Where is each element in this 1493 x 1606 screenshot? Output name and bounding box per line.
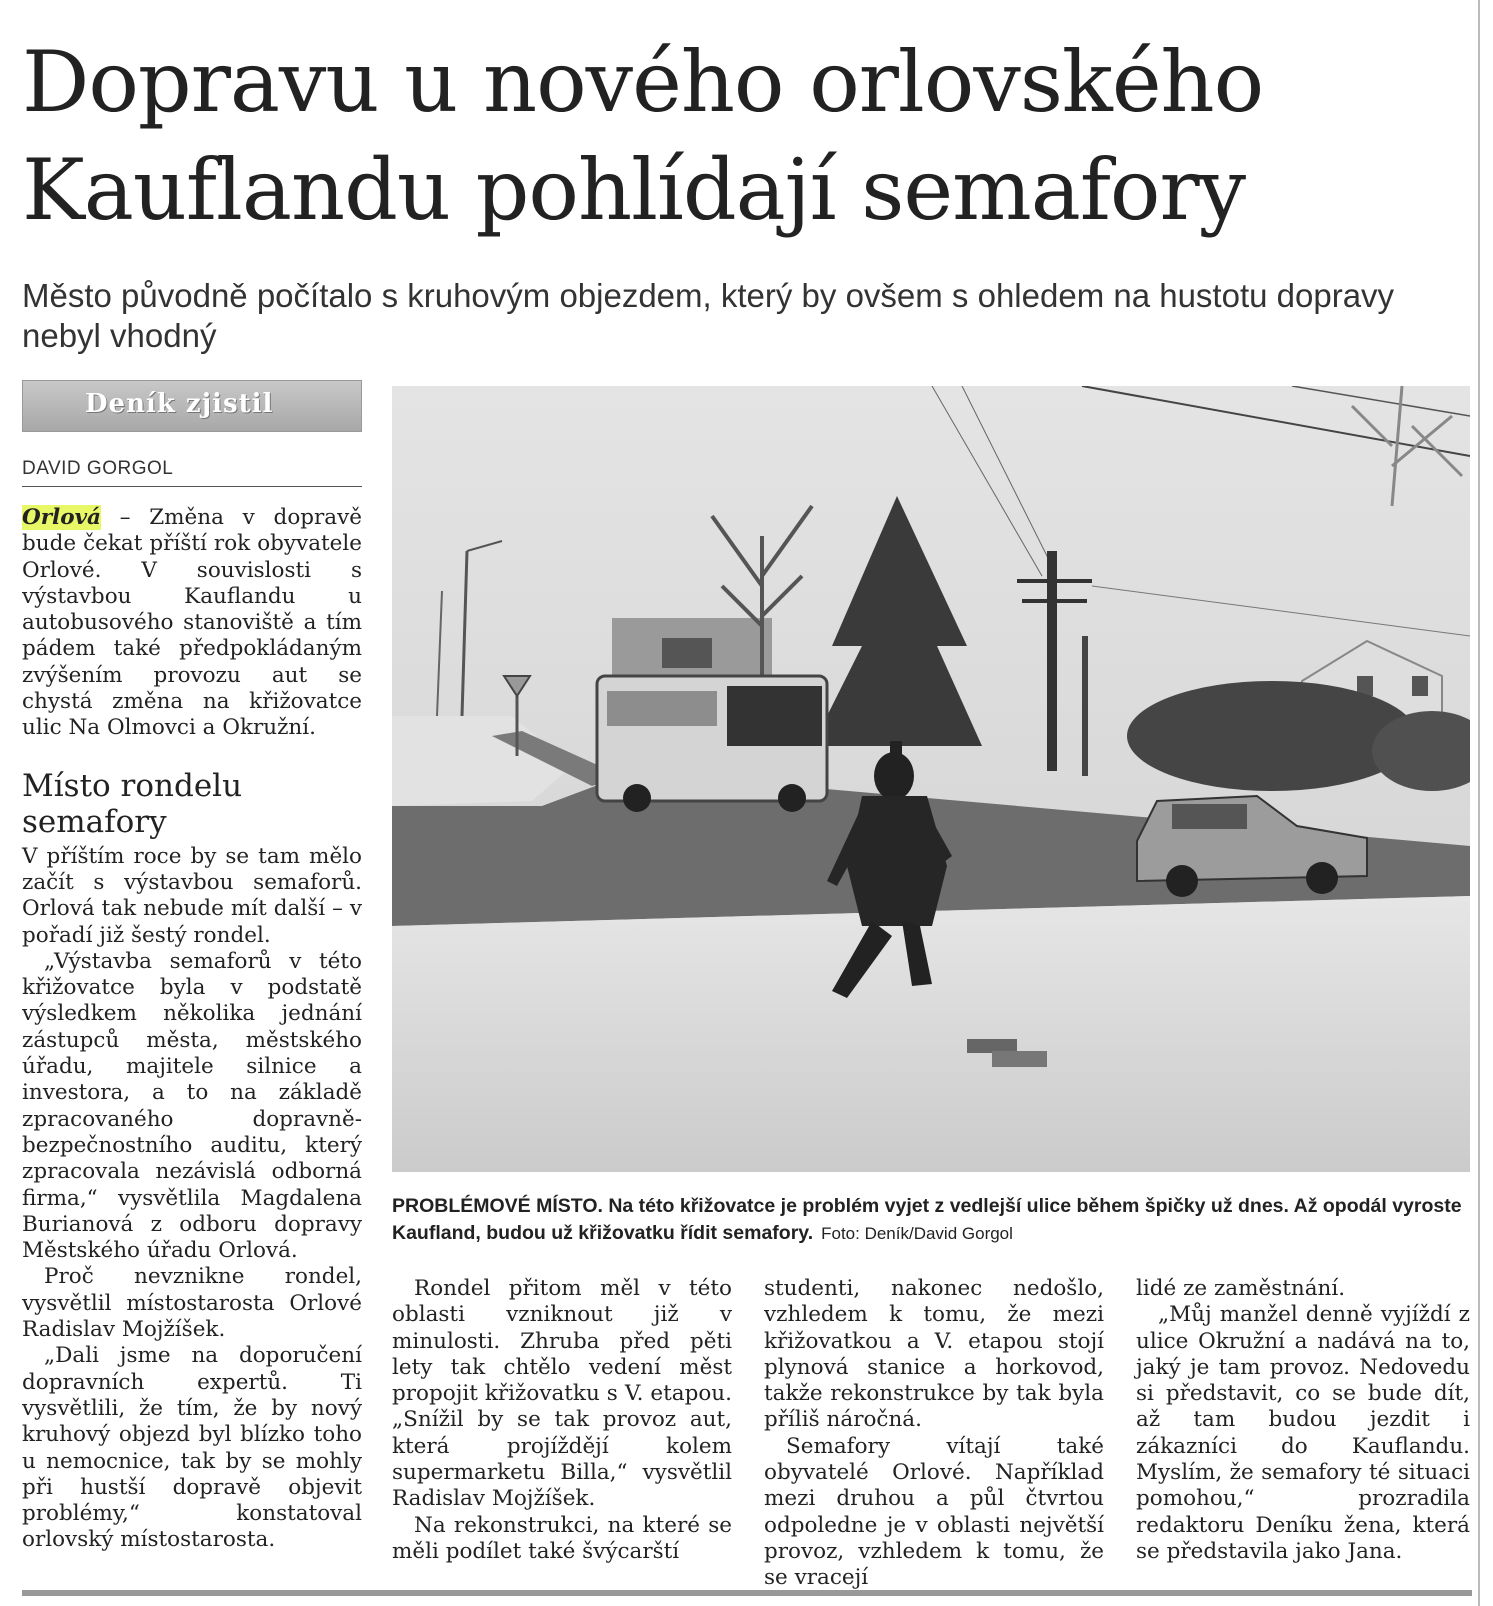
- paragraph: „Dali jsme na doporučení dopravních expertů. Ti vysvětlili, že tím, že by nový kruhový objezd byl blízko toho u nemocnice, tak by se mohly při hustší dopravě objevit problémy,“ konstatoval orlovský místostarosta.: [22, 1343, 362, 1553]
- page-edge-line: [1478, 0, 1480, 1606]
- paragraph: V příštím roce by se tam mělo začít s výstavbou semaforů. Orlová tak nebude mít další – v pořadí již šestý rondel.: [22, 843, 362, 948]
- paragraph: „Výstavba semaforů v této křižovatce byla v podstatě výsledkem několika jednání zástupců města, městského úřadu, majitele silnice a investora, a to na základě zpracovaného dopravně-bezpečnostního auditu, který zpracovala nezávislá odborná firma,“ vysvětlila Magdalena Burianová z odboru dopravy Městského úřadu Orlová.: [22, 948, 362, 1264]
- subtitle: Město původně počítalo s kruhovým objezdem, který by ovšem s ohledem na hustotu dopravy nebyl vhodný: [22, 277, 1395, 354]
- paragraph: studenti, nakonec nedošlo, vzhledem k tomu, že mezi křižovatkou a V. etapou stojí plynová stanice a horkovod, takže rekonstrukce by tak byla příliš náročná.: [764, 1276, 1104, 1433]
- article-column-4: [1136, 1276, 1470, 1565]
- paragraph: Na rekonstrukci, na které se měli podílet také švýcarští: [392, 1512, 732, 1564]
- caption-label: PROBLÉMOVÉ MÍSTO.: [392, 1195, 603, 1217]
- paragraph: Rondel přitom měl v této oblasti vzniknout již v minulosti. Zhruba před pěti lety tak chtělo vedení měst propojit křižovatku s V. etapou. „Snížil by se tak provoz aut, která projíždějí kolem supermarketu Billa,“ vysvětlil Radislav Mojžíšek.: [392, 1276, 732, 1512]
- paragraph: lidé ze zaměstnání.: [1136, 1276, 1346, 1301]
- photo-credit: Foto: Deník/David Gorgol: [821, 1224, 1013, 1243]
- paragraph: „Můj manžel denně vyjíždí z ulice Okružní a nadává na to, jaký je tam provoz. Nedovedu si představit, co se bude dít, až tam budou jezdit i zákazníci do Kauflandu. Myslím, že semafory té situaci pomohou,“ prozradila redaktoru Deníku žena, která se představila jako Jana.: [1136, 1302, 1470, 1564]
- article-column-3: [764, 1276, 1104, 1592]
- photo-caption: [392, 1193, 1470, 1247]
- rubric-banner: [22, 380, 362, 432]
- rubric-label: Deník zjistil: [85, 389, 274, 419]
- bottom-rule: [22, 1590, 1472, 1596]
- lead-text: – Změna v dopravě bude čekat příští rok obyvatele Orlové. V souvislosti s výstavbou Kauflandu u autobusového stanoviště a tím pádem také předpokládaným zvýšením provozu aut se chystá změna na křižovatce ulic Na Olmovci a Okružní.: [22, 505, 362, 741]
- headline: Dopravu u nového orlovského Kauflandu pohlídají semafory: [22, 33, 1264, 239]
- photo-illustration: [392, 386, 1470, 1172]
- dateline-place: Orlová: [22, 505, 101, 530]
- lead-paragraph: [22, 505, 362, 742]
- article-column-2: [392, 1276, 732, 1565]
- paragraph: Proč nevznikne rondel, vysvětlil místostarosta Orlové Radislav Mojžíšek.: [22, 1264, 362, 1343]
- news-photo: [392, 386, 1470, 1172]
- article-column-1: [22, 505, 362, 1554]
- caption-text: Na této křižovatce je problém vyjet z vedlejší ulice během špičky už dnes. Až opodál vyroste Kaufland, budou už křižovatku řídit semafory.: [392, 1195, 1462, 1244]
- paragraph: Semafory vítají také obyvatelé Orlové. Například mezi druhou a půl čtvrtou odpoledne je v oblasti největší provoz, vzhledem k tomu, že se vracejí: [764, 1433, 1104, 1591]
- subheading: Místo rondelu semafory: [22, 767, 243, 840]
- author-byline: DAVID GORGOL: [22, 458, 362, 487]
